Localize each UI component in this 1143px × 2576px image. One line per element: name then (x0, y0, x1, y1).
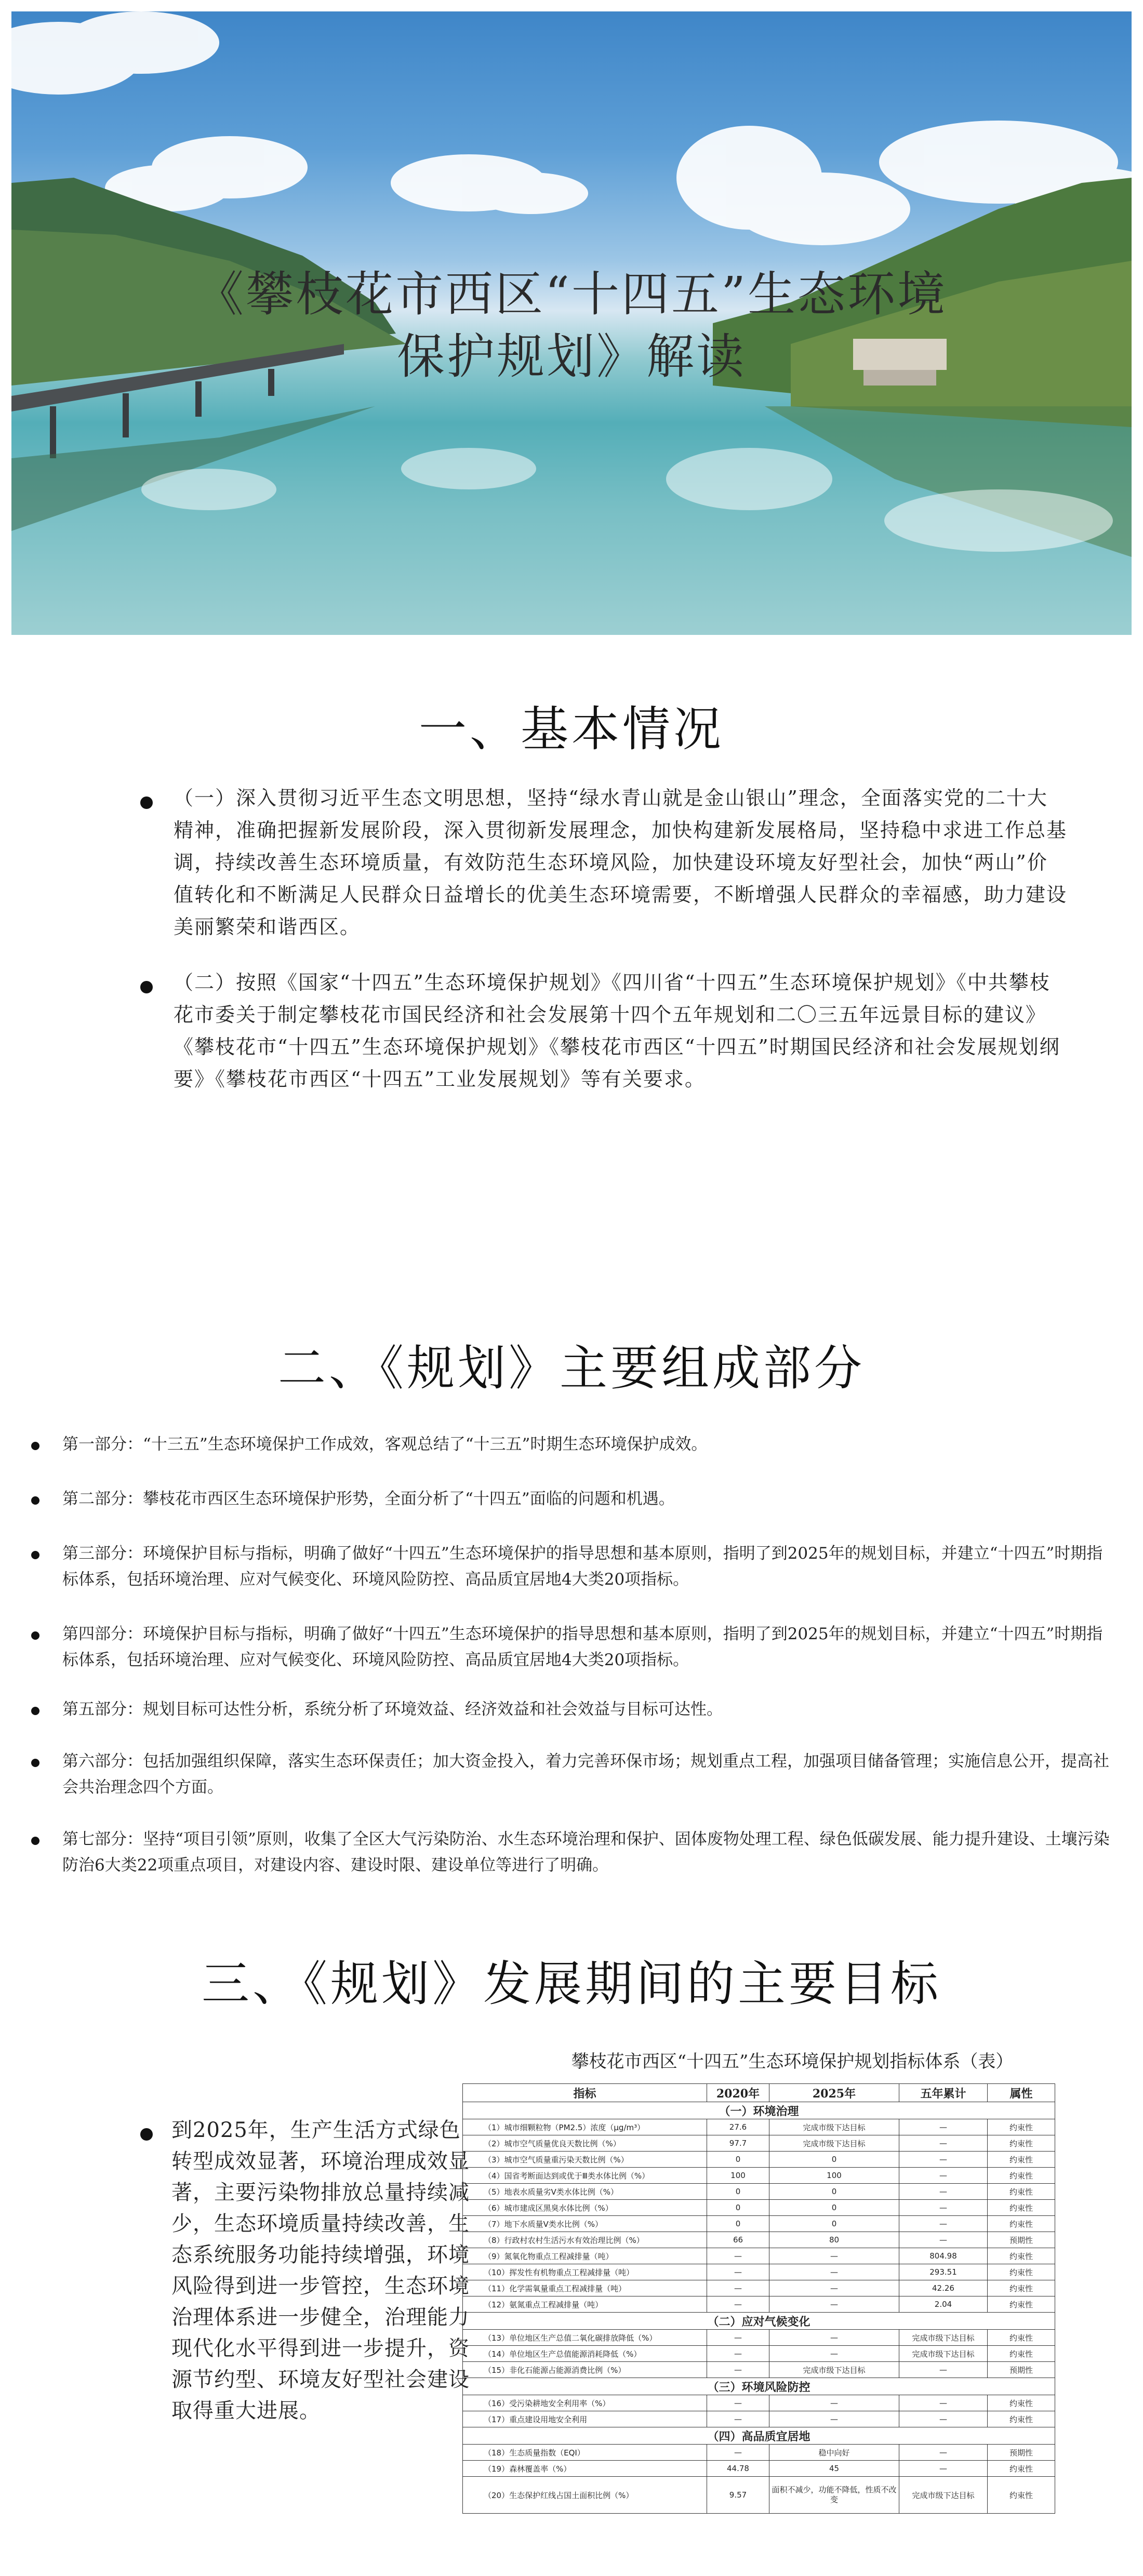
indicator-name-cell: （16）受污染耕地安全利用率（%） (463, 2395, 707, 2411)
table-row (463, 2200, 1055, 2216)
table-cell: 0 (769, 2216, 899, 2232)
table-row (463, 2296, 1055, 2313)
table-cell: — (707, 2296, 769, 2313)
section-3-heading: 三、《规划》发展期间的主要目标 (201, 1956, 941, 2012)
table-cell: 100 (707, 2168, 769, 2184)
table-cell: 0 (769, 2200, 899, 2216)
table-row (463, 2395, 1055, 2411)
bullet-icon (31, 1442, 39, 1450)
table-category-row (463, 2313, 1055, 2330)
section-2-item-text: 第一部分：“十三五”生态环境保护工作成效，客观总结了“十三五”时期生态环境保护成效。 (62, 1435, 708, 1454)
table-row (463, 2232, 1055, 2248)
table-cell: 0 (707, 2200, 769, 2216)
section-2-item-text: 第三部分：环境保护目标与指标，明确了做好“十四五”生态环境保护的指导思想和基本原则，指明了到2025年的规划目标，并建立“十四五”时期指标体系，包括环境治理、应对气候变化、环境风险防控、高品质宜居地4大类20项指标。 (62, 1544, 1103, 1589)
indicator-name-cell: （9）氮氧化物重点工程减排量（吨） (463, 2248, 707, 2264)
table-row (463, 2280, 1055, 2296)
bullet-icon (140, 796, 153, 809)
table-cell: 约束性 (988, 2152, 1055, 2168)
table-row (463, 2461, 1055, 2477)
indicator-name-cell: （17）重点建设用地安全利用 (463, 2411, 707, 2427)
table-cell: — (707, 2445, 769, 2461)
table-category-cell: （二）应对气候变化 (463, 2313, 1055, 2330)
indicator-name-cell: （2）城市空气质量优良天数比例（%） (463, 2135, 707, 2152)
table-row (463, 2346, 1055, 2362)
section-2-heading: 二、《规划》主要组成部分 (277, 1340, 865, 1396)
table-cell: 约束性 (988, 2135, 1055, 2152)
table-cell: 约束性 (988, 2296, 1055, 2313)
table-row (463, 2216, 1055, 2232)
table-cell: 约束性 (988, 2216, 1055, 2232)
bullet-icon (31, 1837, 39, 1845)
table-cell: 9.57 (707, 2477, 769, 2514)
indicator-name-cell: （5）地表水质量劣Ⅴ类水体比例（%） (463, 2184, 707, 2200)
table-cell: 预期性 (988, 2232, 1055, 2248)
indicator-name-cell: （7）地下水质量Ⅴ类水比例（%） (463, 2216, 707, 2232)
table-cell: 80 (769, 2232, 899, 2248)
table-cell: — (769, 2280, 899, 2296)
section-2-item-text: 第二部分：攀枝花市西区生态环境保护形势，全面分析了“十四五”面临的问题和机遇。 (62, 1490, 675, 1508)
table-cell: — (769, 2346, 899, 2362)
table-cell: — (899, 2135, 988, 2152)
table-cell: 66 (707, 2232, 769, 2248)
section-2-item-text: 第五部分：规划目标可达性分析，系统分析了环境效益、经济效益和社会效益与目标可达性。 (62, 1700, 723, 1719)
indicator-name-cell: （8）行政村农村生活污水有效治理比例（%） (463, 2232, 707, 2248)
indicator-table (462, 2083, 1055, 2514)
table-row (463, 2362, 1055, 2378)
indicator-name-cell: （6）城市建成区黑臭水体比例（%） (463, 2200, 707, 2216)
section-2-item-text: 第四部分：环境保护目标与指标，明确了做好“十四五”生态环境保护的指导思想和基本原则，指明了到2025年的规划目标，并建立“十四五”时期指标体系，包括环境治理、应对气候变化、环境风险防控、高品质宜居地4大类20项指标。 (62, 1625, 1103, 1669)
table-cell: 预期性 (988, 2362, 1055, 2378)
table-cell: — (899, 2200, 988, 2216)
table-header-cell: 指标 (463, 2084, 707, 2102)
table-cell: — (899, 2152, 988, 2168)
table-row (463, 2248, 1055, 2264)
indicator-name-cell: （1）城市细颗粒物（PM2.5）浓度（μg/m³） (463, 2119, 707, 2135)
table-cell: 预期性 (988, 2445, 1055, 2461)
table-cell: 0 (707, 2216, 769, 2232)
section-1-item-text: （一）深入贯彻习近平生态文明思想，坚持“绿水青山就是金山银山”理念，全面落实党的二十大精神，准确把握新发展阶段，深入贯彻新发展理念，加快构建新发展格局，坚持稳中求进工作总基调，持续改善生态环境质量，有效防范生态环境风险，加快建设环境友好型社会，加快“两山”价值转化和不断满足人民群众日益增长的优美生态环境需要，不断增强人民群众的幸福感，助力建设美丽繁荣和谐西区。 (174, 787, 1068, 938)
table-cell: — (899, 2168, 988, 2184)
table-cell: 完成市级下达目标 (899, 2330, 988, 2346)
table-cell: 0 (707, 2184, 769, 2200)
table-cell: — (899, 2119, 988, 2135)
table-cell: 面积不减少，功能不降低，性质不改变 (769, 2477, 899, 2514)
section-3-summary-text: 到2025年，生产生活方式绿色转型成效显著，环境治理成效显著，主要污染物排放总量持续减少，生态环境质量持续改善，生态系统服务功能持续增强，环境风险得到进一步管控，生态环境治理体系进一步健全，治理能力现代化水平得到进一步提升，资源节约型、环境友好型社会建设取得重大进展。 (171, 2118, 470, 2423)
table-cell: 0 (769, 2184, 899, 2200)
table-cell: — (707, 2411, 769, 2427)
table-cell: 约束性 (988, 2395, 1055, 2411)
table-cell: 804.98 (899, 2248, 988, 2264)
table-cell: 27.6 (707, 2119, 769, 2135)
table-category-cell: （四）高品质宜居地 (463, 2427, 1055, 2445)
indicator-name-cell: （19）森林覆盖率（%） (463, 2461, 707, 2477)
indicator-name-cell: （3）城市空气质量重污染天数比例（%） (463, 2152, 707, 2168)
table-cell: 约束性 (988, 2119, 1055, 2135)
indicator-name-cell: （14）单位地区生产总值能源消耗降低（%） (463, 2346, 707, 2362)
table-header-row (463, 2084, 1055, 2102)
indicator-name-cell: （13）单位地区生产总值二氧化碳排放降低（%） (463, 2330, 707, 2346)
table-cell: — (707, 2248, 769, 2264)
table-cell: 0 (707, 2152, 769, 2168)
table-cell: 完成市级下达目标 (769, 2135, 899, 2152)
table-row (463, 2411, 1055, 2427)
table-cell: 约束性 (988, 2280, 1055, 2296)
indicator-name-cell: （10）挥发性有机物重点工程减排量（吨） (463, 2264, 707, 2280)
table-cell: — (769, 2411, 899, 2427)
hero-banner (11, 11, 1132, 635)
bullet-icon (140, 981, 153, 993)
table-cell: — (769, 2248, 899, 2264)
table-cell: 45 (769, 2461, 899, 2477)
table-cell: — (899, 2445, 988, 2461)
table-row (463, 2264, 1055, 2280)
bullet-icon (31, 1759, 39, 1767)
table-cell: 97.7 (707, 2135, 769, 2152)
table-cell: 42.26 (899, 2280, 988, 2296)
table-row (463, 2152, 1055, 2168)
table-cell: 2.04 (899, 2296, 988, 2313)
table-row (463, 2445, 1055, 2461)
table-header-cell: 2020年 (707, 2084, 769, 2102)
table-cell: — (899, 2216, 988, 2232)
table-category-row (463, 2427, 1055, 2445)
table-cell: — (899, 2184, 988, 2200)
table-cell: — (899, 2395, 988, 2411)
table-cell: 完成市级下达目标 (769, 2119, 899, 2135)
table-cell: 约束性 (988, 2330, 1055, 2346)
table-header-cell: 属性 (988, 2084, 1055, 2102)
table-cell: 稳中向好 (769, 2445, 899, 2461)
table-caption: 攀枝花市西区“十四五”生态环境保护规划指标体系（表） (571, 2051, 1014, 2072)
hero-title-line-1: 《攀枝花市西区“十四五”生态环境 (195, 267, 948, 322)
table-cell: 约束性 (988, 2346, 1055, 2362)
table-row (463, 2168, 1055, 2184)
bullet-icon (31, 1551, 39, 1559)
table-row (463, 2330, 1055, 2346)
table-cell: — (707, 2362, 769, 2378)
section-1-item-text: （二）按照《国家“十四五”生态环境保护规划》《四川省“十四五”生态环境保护规划》《中共攀枝花市委关于制定攀枝花市国民经济和社会发展第十四个五年规划和二〇三五年远景目标的建议》《攀枝花市“十四五”生态环境保护规划》《攀枝花市西区“十四五”时期国民经济和社会发展规划纲要》《攀枝花市西区“十四五”工业发展规划》等有关要求。 (174, 971, 1060, 1091)
table-cell: — (769, 2296, 899, 2313)
table-header-cell: 2025年 (769, 2084, 899, 2102)
section-2-item-text: 第六部分：包括加强组织保障，落实生态环保责任；加大资金投入，着力完善环保市场；规划重点工程，加强项目储备管理；实施信息公开，提高社会共治理念四个方面。 (62, 1752, 1109, 1797)
indicator-name-cell: （15）非化石能源占能源消费比例（%） (463, 2362, 707, 2378)
table-cell: — (769, 2264, 899, 2280)
table-cell: — (707, 2280, 769, 2296)
table-cell: — (707, 2330, 769, 2346)
table-category-cell: （三）环境风险防控 (463, 2378, 1055, 2395)
table-cell: 约束性 (988, 2184, 1055, 2200)
table-cell: 约束性 (988, 2200, 1055, 2216)
table-row (463, 2477, 1055, 2514)
bullet-icon (31, 1707, 39, 1715)
hero-title-line-2: 保护规划》解读 (396, 329, 746, 384)
table-cell: 约束性 (988, 2477, 1055, 2514)
table-cell: — (899, 2362, 988, 2378)
table-cell: 0 (769, 2152, 899, 2168)
table-cell: — (707, 2346, 769, 2362)
table-row (463, 2135, 1055, 2152)
bullet-icon (31, 1496, 39, 1505)
table-cell: — (899, 2411, 988, 2427)
table-cell: 约束性 (988, 2248, 1055, 2264)
table-cell: 完成市级下达目标 (899, 2477, 988, 2514)
section-1-heading: 一、基本情况 (418, 701, 724, 757)
table-category-row (463, 2378, 1055, 2395)
table-cell: — (707, 2395, 769, 2411)
indicator-name-cell: （20）生态保护红线占国土面积比例（%） (463, 2477, 707, 2514)
section-2-item-text: 第七部分：坚持“项目引领”原则，收集了全区大气污染防治、水生态环境治理和保护、固体废物处理工程、绿色低碳发展、能力提升建设、土壤污染防治6大类22项重点项目，对建设内容、建设时限、建设单位等进行了明确。 (62, 1830, 1110, 1875)
table-cell: — (899, 2461, 988, 2477)
table-cell: — (769, 2330, 899, 2346)
bullet-icon (31, 1631, 39, 1640)
table-cell: 约束性 (988, 2411, 1055, 2427)
table-cell: 约束性 (988, 2168, 1055, 2184)
table-cell: 293.51 (899, 2264, 988, 2280)
table-cell: 完成市级下达目标 (769, 2362, 899, 2378)
indicator-name-cell: （11）化学需氧量重点工程减排量（吨） (463, 2280, 707, 2296)
table-cell: 完成市级下达目标 (899, 2346, 988, 2362)
table-row (463, 2184, 1055, 2200)
bullet-icon (140, 2128, 153, 2141)
table-category-row (463, 2102, 1055, 2119)
table-category-cell: （一）环境治理 (463, 2102, 1055, 2119)
table-cell: 约束性 (988, 2461, 1055, 2477)
table-cell: — (899, 2232, 988, 2248)
table-row (463, 2119, 1055, 2135)
indicator-name-cell: （4）国省考断面达到或优于Ⅲ类水体比例（%） (463, 2168, 707, 2184)
table-header-cell: 五年累计 (899, 2084, 988, 2102)
table-cell: 约束性 (988, 2264, 1055, 2280)
table-cell: — (707, 2264, 769, 2280)
table-cell: 100 (769, 2168, 899, 2184)
indicator-name-cell: （18）生态质量指数（EQI） (463, 2445, 707, 2461)
table-cell: 44.78 (707, 2461, 769, 2477)
indicator-name-cell: （12）氨氮重点工程减排量（吨） (463, 2296, 707, 2313)
table-cell: — (769, 2395, 899, 2411)
